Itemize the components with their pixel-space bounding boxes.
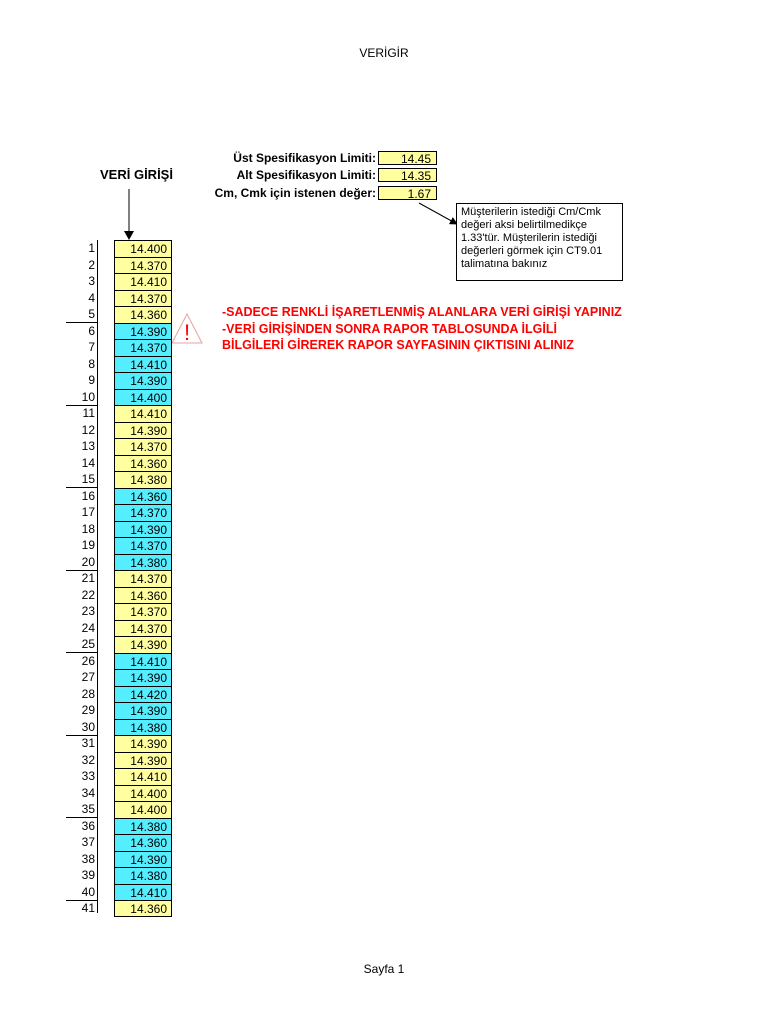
group-separator: [66, 817, 97, 818]
row-index: 21: [81, 571, 95, 585]
row-index: 18: [81, 521, 95, 536]
measurement-cell[interactable]: 14.390: [114, 851, 172, 868]
warning-icon: [170, 312, 204, 346]
row-index: 35: [81, 802, 95, 816]
measurement-cell[interactable]: 14.390: [114, 636, 172, 653]
index-column-divider: [97, 240, 98, 913]
data-entry-title: VERİ GİRİŞİ: [100, 167, 173, 182]
lsl-label: Alt Spesifikasyon Limiti:: [236, 168, 376, 182]
row-index: 31: [81, 736, 95, 750]
measurement-cell[interactable]: 14.370: [114, 570, 172, 587]
row-index: 41: [81, 901, 95, 915]
measurement-cell[interactable]: 14.400: [114, 801, 172, 818]
measurement-cell[interactable]: 14.380: [114, 818, 172, 835]
row-index: 22: [81, 587, 95, 602]
measurement-cell[interactable]: 14.360: [114, 488, 172, 505]
group-separator: [66, 900, 97, 901]
row-index: 32: [81, 752, 95, 767]
row-index: 39: [81, 868, 95, 882]
row-index: 12: [81, 422, 95, 437]
measurement-cell[interactable]: 14.410: [114, 768, 172, 785]
measurement-cell[interactable]: 14.400: [114, 240, 172, 257]
measurement-cell[interactable]: 14.380: [114, 719, 172, 736]
measurement-cell[interactable]: 14.380: [114, 471, 172, 488]
measurement-cell[interactable]: 14.390: [114, 669, 172, 686]
note-line-2: değeri aksi belirtilmedikçe: [461, 219, 587, 231]
measurement-cell[interactable]: 14.360: [114, 834, 172, 851]
measurement-cell[interactable]: 14.390: [114, 323, 172, 340]
measurement-cell[interactable]: 14.390: [114, 372, 172, 389]
row-index: 19: [81, 538, 95, 552]
lsl-value-cell[interactable]: 14.35: [378, 168, 437, 182]
row-index: 40: [81, 884, 95, 899]
measurement-cell[interactable]: 14.370: [114, 339, 172, 356]
measurement-cell[interactable]: 14.390: [114, 735, 172, 752]
row-index: 30: [81, 719, 95, 734]
row-index: 2: [88, 257, 95, 272]
row-index: 33: [81, 769, 95, 783]
row-index: 25: [81, 637, 95, 651]
row-index: 20: [81, 554, 95, 569]
row-index: 7: [88, 340, 95, 354]
row-index: 9: [88, 373, 95, 387]
note-line-1: Müşterilerin istediği Cm/Cmk: [461, 206, 601, 218]
row-index: 14: [81, 455, 95, 470]
row-index: 29: [81, 703, 95, 717]
measurement-cell[interactable]: 14.370: [114, 620, 172, 637]
warning-icon-symbol: !: [183, 320, 191, 345]
row-index: 16: [81, 488, 95, 503]
measurement-cell[interactable]: 14.390: [114, 521, 172, 538]
cmk-label: Cm, Cmk için istenen değer:: [214, 186, 376, 200]
row-index: 17: [81, 505, 95, 519]
measurement-cell[interactable]: 14.370: [114, 504, 172, 521]
measurement-cell[interactable]: 14.370: [114, 537, 172, 554]
group-separator: [66, 405, 97, 406]
group-separator: [66, 487, 97, 488]
row-index: 6: [88, 323, 95, 338]
row-index: 3: [88, 274, 95, 288]
measurement-cell[interactable]: 14.360: [114, 900, 172, 917]
measurement-cell[interactable]: 14.370: [114, 438, 172, 455]
measurement-cell[interactable]: 14.380: [114, 867, 172, 884]
group-separator: [66, 570, 97, 571]
measurement-cell[interactable]: 14.390: [114, 422, 172, 439]
row-index: 28: [81, 686, 95, 701]
measurement-cell[interactable]: 14.400: [114, 389, 172, 406]
sheet-title: VERİGİR: [359, 46, 409, 60]
measurement-cell[interactable]: 14.410: [114, 405, 172, 422]
cmk-value-cell[interactable]: 1.67: [378, 186, 437, 200]
measurement-cell[interactable]: 14.420: [114, 686, 172, 703]
note-line-5: talimatına bakınız: [461, 258, 548, 270]
measurement-cell[interactable]: 14.380: [114, 554, 172, 571]
row-index: 15: [81, 472, 95, 486]
usl-label: Üst Spesifikasyon Limiti:: [233, 151, 376, 165]
note-line-4: değerleri görmek için CT9.01: [461, 245, 603, 257]
measurement-cell[interactable]: 14.360: [114, 455, 172, 472]
measurement-cell[interactable]: 14.370: [114, 290, 172, 307]
measurement-cell[interactable]: 14.410: [114, 356, 172, 373]
row-index: 34: [81, 785, 95, 800]
row-index: 10: [81, 389, 95, 404]
warning-line-2: -VERİ GİRİŞİNDEN SONRA RAPOR TABLOSUNDA İLGİLİ: [222, 322, 557, 336]
row-index: 5: [88, 307, 95, 321]
measurement-cell[interactable]: 14.410: [114, 653, 172, 670]
row-index: 13: [81, 439, 95, 453]
measurement-cell[interactable]: 14.360: [114, 306, 172, 323]
row-index: 23: [81, 604, 95, 618]
row-index: 38: [81, 851, 95, 866]
note-line-3: 1.33'tür. Müşterilerin istediği: [461, 232, 597, 244]
warning-line-1: -SADECE RENKLİ İŞARETLENMİŞ ALANLARA VERİ GİRİŞİ YAPINIZ: [222, 305, 622, 319]
measurement-cell[interactable]: 14.390: [114, 752, 172, 769]
row-index: 36: [81, 818, 95, 833]
row-index: 8: [88, 356, 95, 371]
group-separator: [66, 652, 97, 653]
measurement-cell[interactable]: 14.410: [114, 273, 172, 290]
group-separator: [66, 322, 97, 323]
group-separator: [66, 735, 97, 736]
row-index: 26: [81, 653, 95, 668]
usl-value-cell[interactable]: 14.45: [378, 151, 437, 165]
measurement-cell[interactable]: 14.390: [114, 702, 172, 719]
warning-line-3: BİLGİLERİ GİREREK RAPOR SAYFASININ ÇIKTISINI ALINIZ: [222, 338, 574, 352]
page-footer: Sayfa 1: [363, 962, 405, 976]
row-index: 37: [81, 835, 95, 849]
row-index: 4: [88, 290, 95, 305]
down-arrow-icon: [122, 189, 136, 241]
row-index: 27: [81, 670, 95, 684]
measurement-cell[interactable]: 14.370: [114, 257, 172, 274]
measurement-cell[interactable]: 14.400: [114, 785, 172, 802]
row-index: 1: [88, 241, 95, 255]
measurement-cell[interactable]: 14.370: [114, 603, 172, 620]
measurement-cell[interactable]: 14.360: [114, 587, 172, 604]
measurement-cell[interactable]: 14.410: [114, 884, 172, 901]
row-index: 24: [81, 620, 95, 635]
cmk-note-comment: [456, 203, 623, 281]
row-index: 11: [82, 406, 95, 420]
